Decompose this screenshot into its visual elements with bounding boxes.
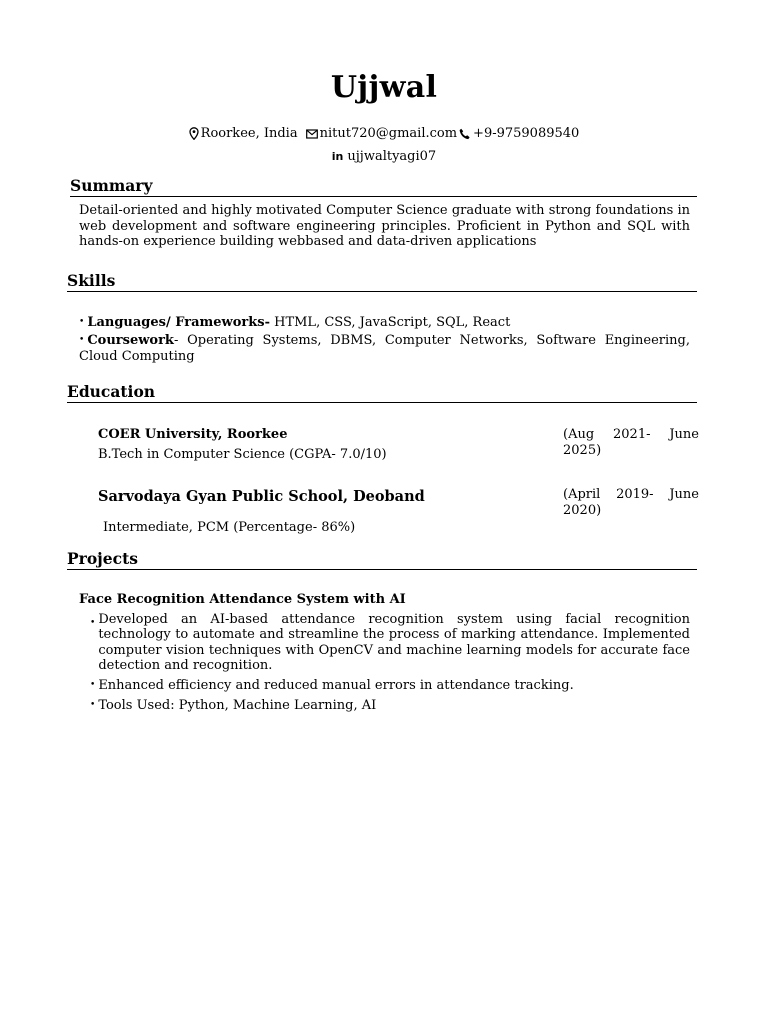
education-dates: (Aug 2021- June 2025) xyxy=(563,427,699,458)
education-institution: COER University, Roorkee xyxy=(98,427,288,442)
summary-heading: Summary xyxy=(70,176,697,197)
bullet-dot: • xyxy=(90,700,96,710)
phone-text[interactable]: +9-9759089540 xyxy=(473,126,580,141)
skill-value: HTML, CSS, JavaScript, SQL, React xyxy=(269,315,511,330)
phone-item[interactable] xyxy=(459,126,579,141)
education-degree: Intermediate, PCM (Percentage- 86%) xyxy=(103,520,356,535)
email-link[interactable]: nitut720@gmail.com xyxy=(319,126,458,141)
project-bullet-text: Tools Used: Python, Machine Learning, AI xyxy=(98,698,377,713)
education-heading: Education xyxy=(67,382,697,403)
linkedin-handle[interactable]: ujjwaltyagi07 xyxy=(347,149,437,164)
project-bullet-text: Developed an AI-based attendance recognition system using facial recognition technology to automate and streamline the process of marking attendance. Implemented computer vision techniques with OpenCV and machine learning models for accurate face detection and recognition. xyxy=(98,612,690,673)
contact-row xyxy=(0,126,768,141)
bullet-dot: • xyxy=(90,680,96,690)
education-degree: B.Tech in Computer Science (CGPA- 7.0/10) xyxy=(98,447,387,462)
skill-value: - Operating Systems, DBMS, Computer Networks, Software Engineering, Cloud Computing xyxy=(79,333,690,364)
project-bullet xyxy=(90,612,690,673)
project-bullet-text: Enhanced efficiency and reduced manual errors in attendance tracking. xyxy=(98,678,574,693)
skill-label: Coursework xyxy=(87,333,174,348)
skills-heading: Skills xyxy=(67,271,697,292)
map-pin-icon xyxy=(189,127,199,140)
education-dates-text: (April 2019- June 2020) xyxy=(563,487,699,518)
skill-item xyxy=(79,332,690,365)
location-text: Roorkee, India xyxy=(200,126,298,141)
education-institution: Sarvodaya Gyan Public School, Deoband xyxy=(98,488,425,505)
resume-name: Ujjwal xyxy=(330,70,438,105)
project-title: Face Recognition Attendance System with AI xyxy=(79,592,406,607)
bullet-dot: • xyxy=(90,618,96,628)
location-item xyxy=(189,126,298,141)
project-bullet xyxy=(90,677,690,694)
skill-item xyxy=(79,314,690,331)
linkedin-item[interactable] xyxy=(332,149,436,164)
linkedin-row xyxy=(0,149,768,164)
bullet-dot: • xyxy=(79,335,85,345)
education-dates xyxy=(563,487,699,519)
bullet-dot: • xyxy=(79,317,85,327)
envelope-icon xyxy=(306,129,318,139)
project-bullet xyxy=(90,697,690,714)
projects-heading: Projects xyxy=(67,549,697,570)
phone-icon xyxy=(459,128,471,140)
skill-label: Languages/ Frameworks- xyxy=(87,315,270,330)
linkedin-icon: in xyxy=(331,150,344,163)
email-item[interactable] xyxy=(306,126,457,141)
summary-text: Detail-oriented and highly motivated Computer Science graduate with strong foundations in web development and software engineering principles. Proficient in Python and SQL with hands-on experience building webbased and data-driven applications xyxy=(79,203,690,249)
